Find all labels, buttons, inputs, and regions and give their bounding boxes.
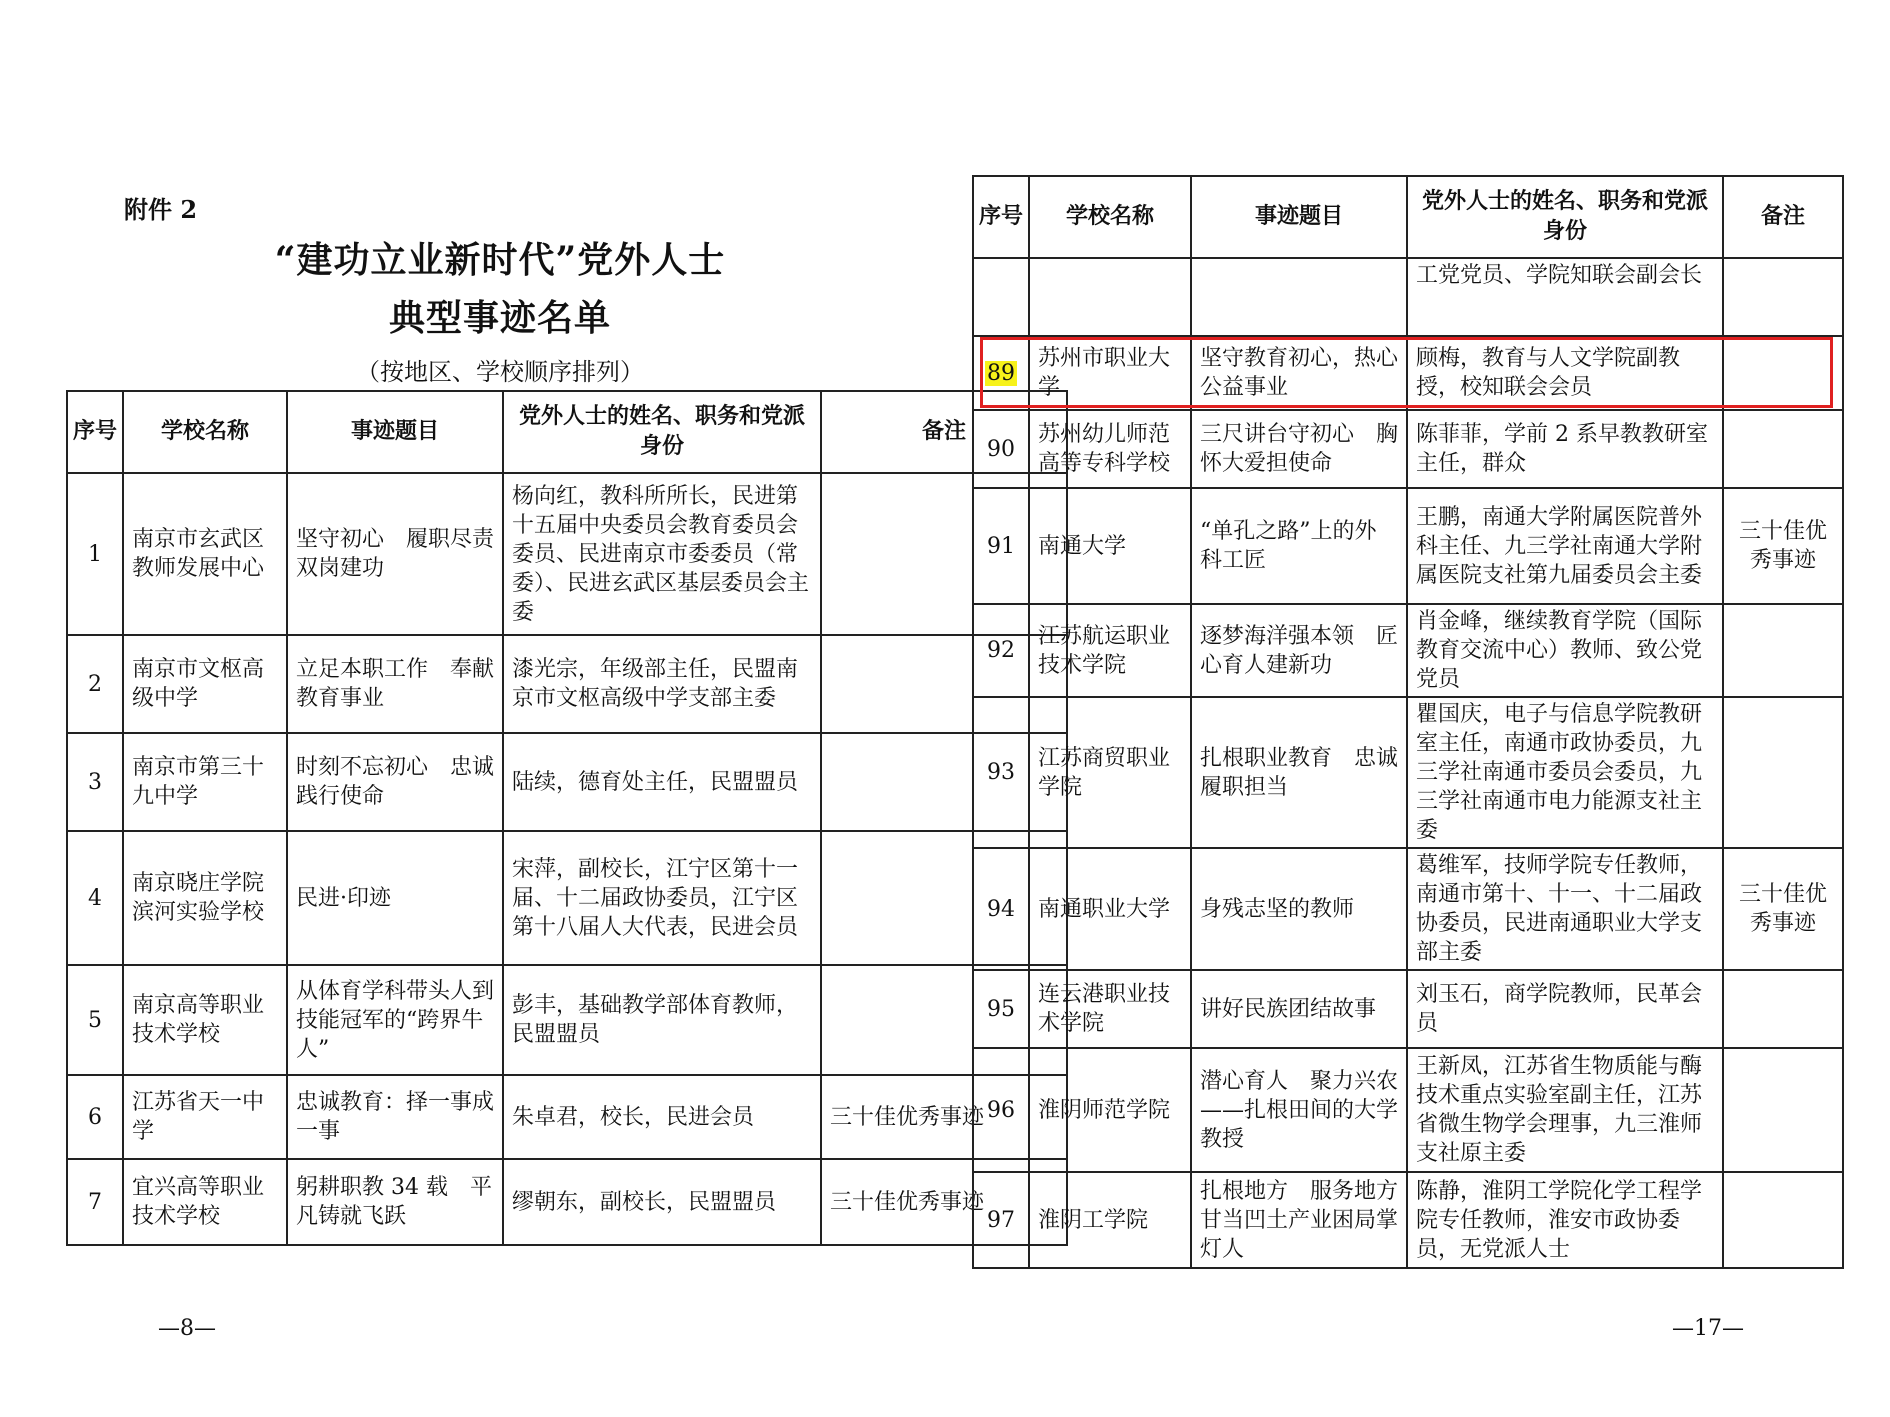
table-row	[973, 1048, 1843, 1172]
cell-no	[973, 336, 1029, 410]
cell-school: 苏州幼儿师范高等专科学校	[1029, 410, 1191, 488]
cell-note: 三十佳优秀事迹	[1723, 848, 1843, 970]
cell-note: 三十佳优秀事迹	[821, 1075, 1067, 1159]
right-table	[972, 175, 1844, 1269]
header-title: 事迹题目	[1191, 176, 1407, 258]
cell-title: 坚守初心 履职尽责 双岗建功	[287, 473, 503, 635]
cell-person: 朱卓君，校长，民进会员	[503, 1075, 821, 1159]
cell-title: 潜心育人 聚力兴农——扎根田间的大学教授	[1191, 1048, 1407, 1172]
cell-note	[1723, 697, 1843, 848]
table-row	[973, 697, 1843, 848]
cell-school: 江苏省天一中学	[123, 1075, 287, 1159]
cell-person: 肖金峰，继续教育学院（国际教育交流中心）教师、致公党党员	[1407, 604, 1723, 697]
page-number: —8—	[158, 1316, 216, 1341]
cell-title: 三尺讲台守初心 胸怀大爱担使命	[1191, 410, 1407, 488]
cell-person: 顾梅，教育与人文学院副教授，校知联会会员	[1407, 336, 1723, 410]
cell-school: 南京高等职业技术学校	[123, 965, 287, 1075]
cell-no: 94	[973, 848, 1029, 970]
cell-person: 缪朝东，副校长，民盟盟员	[503, 1159, 821, 1245]
header-note: 备注	[1723, 176, 1843, 258]
cell-note	[1723, 1048, 1843, 1172]
order-note: （按地区、学校顺序排列）	[356, 358, 644, 386]
cell-title: 民进·印迹	[287, 831, 503, 965]
highlight-marker: 89	[987, 360, 1015, 386]
table-row	[973, 410, 1843, 488]
cell-title: 躬耕职教 34 载 平凡铸就飞跃	[287, 1159, 503, 1245]
cell-school: 淮阴工学院	[1029, 1172, 1191, 1268]
cell-title: 扎根职业教育 忠诚履职担当	[1191, 697, 1407, 848]
cell-title: “单孔之路”上的外科工匠	[1191, 488, 1407, 604]
cell-note	[1723, 336, 1843, 410]
cell-no: 5	[67, 965, 123, 1075]
cell-note	[1723, 970, 1843, 1048]
header-person: 党外人士的姓名、职务和党派身份	[1407, 176, 1723, 258]
table-row	[973, 848, 1843, 970]
table-header-row	[973, 176, 1843, 258]
cell-person: 宋萍，副校长，江宁区第十一届、十二届政协委员，江宁区第十八届人大代表，民进会员	[503, 831, 821, 965]
cell-school: 南京市玄武区教师发展中心	[123, 473, 287, 635]
cell-school: 淮阴师范学院	[1029, 1048, 1191, 1172]
cell-note	[1723, 258, 1843, 336]
cell-no: 96	[973, 1048, 1029, 1172]
cell-person: 陈菲菲，学前 2 系早教教研室主任，群众	[1407, 410, 1723, 488]
cell-note	[1723, 410, 1843, 488]
table-row-highlighted	[973, 336, 1843, 410]
cell-school: 苏州市职业大学	[1029, 336, 1191, 410]
cell-no: 6	[67, 1075, 123, 1159]
document-title-line2: 典型事迹名单	[388, 297, 611, 339]
cell-school: 南京晓庄学院滨河实验学校	[123, 831, 287, 965]
cell-person: 陈静，淮阴工学院化学工程学院专任教师，淮安市政协委员，无党派人士	[1407, 1172, 1723, 1268]
cell-person: 刘玉石，商学院教师，民革会员	[1407, 970, 1723, 1048]
cell-school: 南通职业大学	[1029, 848, 1191, 970]
document-title-line1: “建功立业新时代”党外人士	[274, 239, 726, 281]
page-number: —17—	[1672, 1316, 1744, 1341]
cell-title: 逐梦海洋强本领 匠心育人建新功	[1191, 604, 1407, 697]
cell-person: 工党党员、学院知联会副会长	[1407, 258, 1723, 336]
cell-title: 身残志坚的教师	[1191, 848, 1407, 970]
cell-no: 2	[67, 635, 123, 733]
cell-no: 93	[973, 697, 1029, 848]
cell-no: 97	[973, 1172, 1029, 1268]
cell-person: 瞿国庆，电子与信息学院教研室主任，南通市政协委员，九三学社南通市委员会委员，九三学社南通市电力能源支社主委	[1407, 697, 1723, 848]
header-no: 序号	[67, 391, 123, 473]
cell-person: 葛维军，技师学院专任教师，南通市第十、十一、十二届政协委员，民进南通职业大学支部主委	[1407, 848, 1723, 970]
cell-no: 91	[973, 488, 1029, 604]
cell-title: 时刻不忘初心 忠诚践行使命	[287, 733, 503, 831]
cell-no: 95	[973, 970, 1029, 1048]
cell-title: 从体育学科带头人到技能冠军的“跨界牛人”	[287, 965, 503, 1075]
cell-school: 江苏商贸职业学院	[1029, 697, 1191, 848]
cell-title	[1191, 258, 1407, 336]
cell-title: 坚守教育初心，热心公益事业	[1191, 336, 1407, 410]
cell-no: 4	[67, 831, 123, 965]
cell-school: 南京市第三十九中学	[123, 733, 287, 831]
cell-no: 3	[67, 733, 123, 831]
table-row	[973, 970, 1843, 1048]
cell-note: 三十佳优秀事迹	[1723, 488, 1843, 604]
header-school: 学校名称	[1029, 176, 1191, 258]
cell-no	[973, 258, 1029, 336]
cell-school	[1029, 258, 1191, 336]
cell-school: 江苏航运职业技术学院	[1029, 604, 1191, 697]
cell-no: 7	[67, 1159, 123, 1245]
cell-school: 宜兴高等职业技术学校	[123, 1159, 287, 1245]
cell-title: 扎根地方 服务地方 甘当凹土产业困局掌灯人	[1191, 1172, 1407, 1268]
cell-person: 陆续，德育处主任，民盟盟员	[503, 733, 821, 831]
cell-note	[1723, 604, 1843, 697]
header-no: 序号	[973, 176, 1029, 258]
header-note: 备注	[821, 391, 1067, 473]
cell-school: 南通大学	[1029, 488, 1191, 604]
header-person: 党外人士的姓名、职务和党派身份	[503, 391, 821, 473]
cell-person: 王新凤，江苏省生物质能与酶技术重点实验室副主任，江苏省微生物学会理事，九三淮师支社原主委	[1407, 1048, 1723, 1172]
table-row	[973, 1172, 1843, 1268]
cell-person: 王鹏，南通大学附属医院普外科主任、九三学社南通大学附属医院支社第九届委员会主委	[1407, 488, 1723, 604]
cell-no: 1	[67, 473, 123, 635]
cell-person: 漆光宗，年级部主任，民盟南京市文枢高级中学支部主委	[503, 635, 821, 733]
cell-no: 90	[973, 410, 1029, 488]
header-title: 事迹题目	[287, 391, 503, 473]
cell-note: 三十佳优秀事迹	[821, 1159, 1067, 1245]
table-row	[973, 604, 1843, 697]
table-row-continued	[973, 258, 1843, 336]
cell-title: 立足本职工作 奉献教育事业	[287, 635, 503, 733]
annex-label: 附件 2	[124, 195, 198, 224]
cell-person: 彭丰，基础教学部体育教师，民盟盟员	[503, 965, 821, 1075]
table-row	[973, 488, 1843, 604]
cell-no: 92	[973, 604, 1029, 697]
cell-title: 讲好民族团结故事	[1191, 970, 1407, 1048]
cell-school: 连云港职业技术学院	[1029, 970, 1191, 1048]
cell-person: 杨向红，教科所所长，民进第十五届中央委员会教育委员会委员、民进南京市委委员（常委）、民进玄武区基层委员会主委	[503, 473, 821, 635]
header-school: 学校名称	[123, 391, 287, 473]
cell-note	[1723, 1172, 1843, 1268]
cell-school: 南京市文枢高级中学	[123, 635, 287, 733]
cell-title: 忠诚教育：择一事成一事	[287, 1075, 503, 1159]
